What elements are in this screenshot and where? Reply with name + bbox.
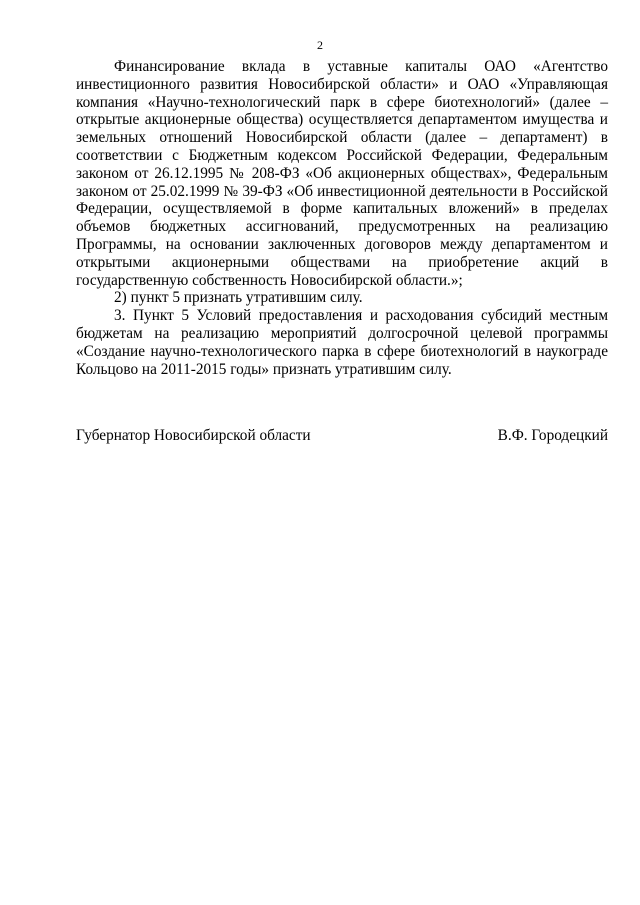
page-number: 2 — [317, 38, 323, 52]
paragraph-item-2: 2) пункт 5 признать утратившим силу. — [114, 289, 363, 307]
signatory-position: Губернатор Новосибирской области — [76, 427, 311, 444]
paragraph-financing: Финансирование вклада в уставные капиталы ОАО «Агентство инвестиционного развития Новосибирской области» и ОАО «Управляющая компания «Научно-технологический парк в сфере биотехнологий» (далее – открытые акционерные общества) осуществляется департаментом имущества и земельных отношений Новосибирской области (далее – департамент) в соответствии с Бюджетным кодексом Российской Федерации, Федеральным законом от 26.12.1995 № 208-ФЗ «Об акционерных обществах», Федеральным законом от 25.02.1999 № 39-ФЗ «Об инвестиционной деятельности в Российской Федерации, осуществляемой в форме капитальных вложений» в пределах объемов бюджетных ассигнований, предусмотренных на реализацию Программы, на основании заключенных договоров между департаментом и открытыми акционерными обществами на приобретение акций в государственную собственность Новосибирской области.»; — [76, 58, 608, 289]
signatory-name: В.Ф. Городецкий — [497, 427, 608, 444]
paragraph-item-3: 3. Пункт 5 Условий предоставления и расходования субсидий местным бюджетам на реализацию мероприятий долгосрочной целевой программы «Создание научно-технологического парка в сфере биотехнологий в наукограде Кольцово на 2011-2015 годы» признать утратившим силу. — [76, 307, 608, 378]
signature-block — [76, 427, 608, 445]
document-body — [76, 58, 608, 378]
